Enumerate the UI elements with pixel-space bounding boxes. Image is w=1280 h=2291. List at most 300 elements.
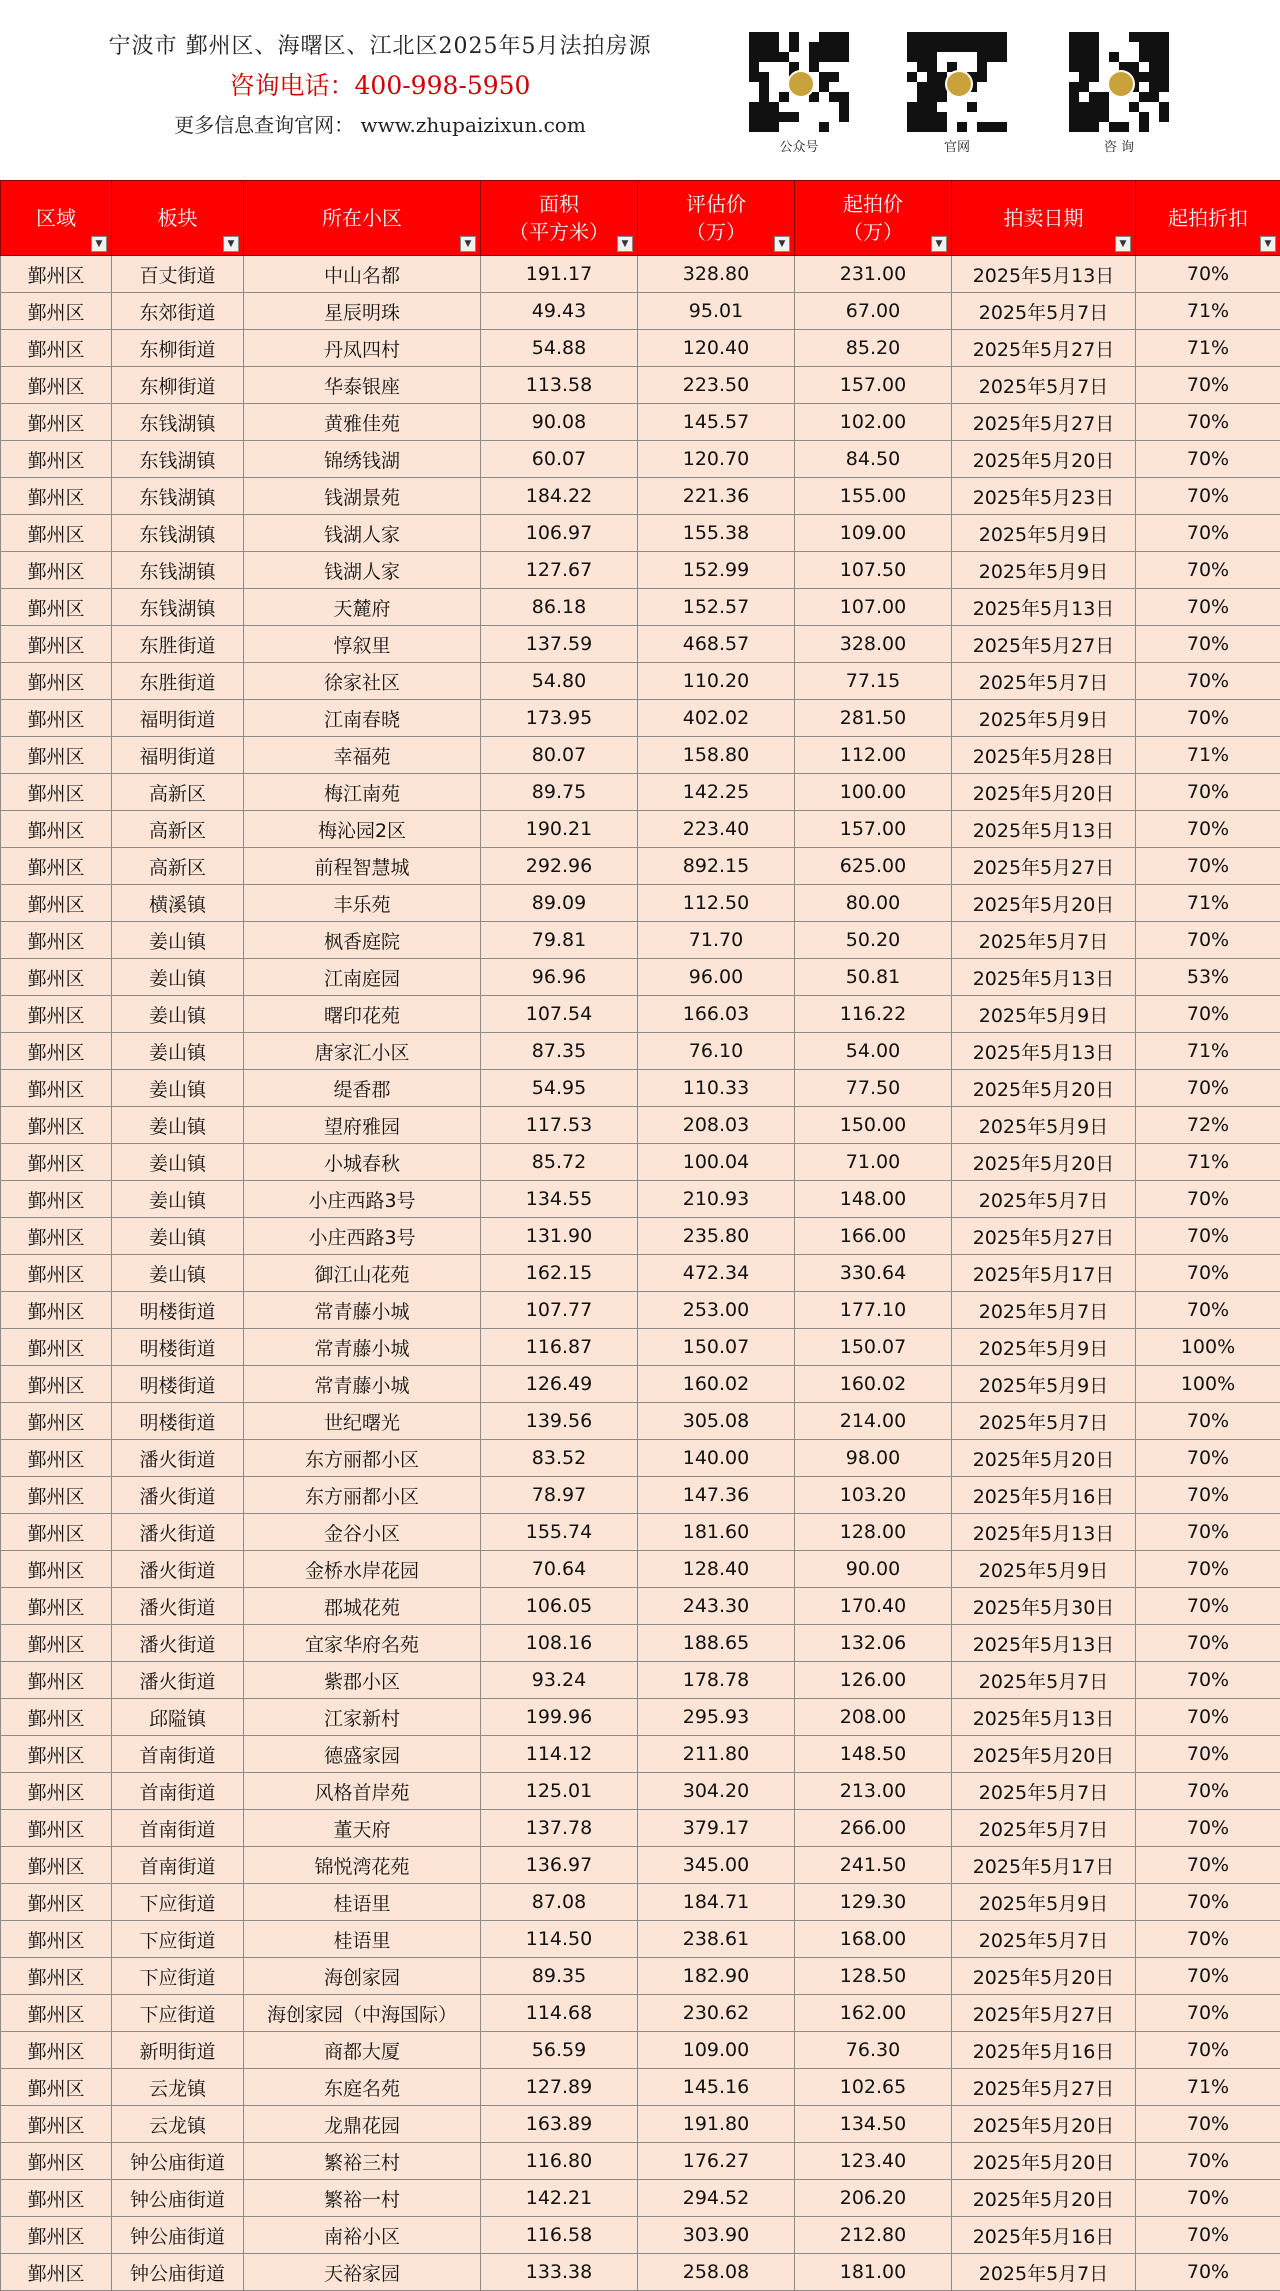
starting-price-cell: 231.00 (795, 256, 952, 293)
community-cell: 郡城花苑 (244, 1588, 481, 1625)
starting-price-cell: 155.00 (795, 478, 952, 515)
community-cell: 黄雅佳苑 (244, 404, 481, 441)
block-cell: 东柳街道 (112, 367, 244, 404)
community-cell: 董天府 (244, 1810, 481, 1847)
community-cell: 繁裕三村 (244, 2143, 481, 2180)
district-cell: 鄞州区 (1, 478, 112, 515)
district-cell: 鄞州区 (1, 589, 112, 626)
appraised-price-cell: 253.00 (638, 1292, 795, 1329)
auction-date-cell: 2025年5月20日 (952, 774, 1136, 811)
starting-price-cell: 98.00 (795, 1440, 952, 1477)
discount-cell: 71% (1136, 737, 1280, 774)
block-cell: 钟公庙街道 (112, 2217, 244, 2254)
table-row (1, 1255, 1280, 1292)
appraised-price-cell: 223.50 (638, 367, 795, 404)
starting-price-cell: 54.00 (795, 1033, 952, 1070)
auction-date-cell: 2025年5月7日 (952, 1810, 1136, 1847)
discount-cell: 70% (1136, 626, 1280, 663)
auction-date-cell: 2025年5月13日 (952, 589, 1136, 626)
appraised-price-cell: 379.17 (638, 1810, 795, 1847)
appraised-price-cell: 120.40 (638, 330, 795, 367)
appraised-price-cell: 152.99 (638, 552, 795, 589)
appraised-price-cell: 303.90 (638, 2217, 795, 2254)
discount-cell: 70% (1136, 1255, 1280, 1292)
size-cell: 136.97 (481, 1847, 638, 1884)
size-cell: 87.08 (481, 1884, 638, 1921)
block-cell: 首南街道 (112, 1736, 244, 1773)
filter-dropdown-icon[interactable]: ▼ (223, 236, 239, 252)
size-cell: 292.96 (481, 848, 638, 885)
community-cell: 金桥水岸花园 (244, 1551, 481, 1588)
starting-price-cell: 212.80 (795, 2217, 952, 2254)
appraised-price-cell: 181.60 (638, 1514, 795, 1551)
block-cell: 潘火街道 (112, 1588, 244, 1625)
district-cell: 鄞州区 (1, 1514, 112, 1551)
size-cell: 107.54 (481, 996, 638, 1033)
block-cell: 明楼街道 (112, 1403, 244, 1440)
filter-dropdown-icon[interactable]: ▼ (931, 236, 947, 252)
table-row (1, 1773, 1280, 1810)
discount-cell: 70% (1136, 700, 1280, 737)
district-cell: 鄞州区 (1, 441, 112, 478)
community-cell: 小城春秋 (244, 1144, 481, 1181)
auction-date-cell: 2025年5月13日 (952, 1033, 1136, 1070)
starting-price-cell: 102.00 (795, 404, 952, 441)
column-header-area-block[interactable]: 板块 ▼ (112, 181, 244, 256)
appraised-price-cell: 345.00 (638, 1847, 795, 1884)
size-cell: 117.53 (481, 1107, 638, 1144)
appraised-price-cell: 304.20 (638, 1773, 795, 1810)
table-row (1, 1884, 1280, 1921)
community-cell: 曙印花苑 (244, 996, 481, 1033)
size-cell: 114.68 (481, 1995, 638, 2032)
block-cell: 姜山镇 (112, 1181, 244, 1218)
appraised-price-cell: 145.57 (638, 404, 795, 441)
auction-date-cell: 2025年5月7日 (952, 922, 1136, 959)
appraised-price-cell: 110.20 (638, 663, 795, 700)
block-cell: 姜山镇 (112, 1107, 244, 1144)
discount-cell: 70% (1136, 1847, 1280, 1884)
starting-price-cell: 166.00 (795, 1218, 952, 1255)
starting-price-cell: 80.00 (795, 885, 952, 922)
block-cell: 福明街道 (112, 700, 244, 737)
qr-consult[interactable] (1064, 32, 1174, 155)
website-link[interactable]: 更多信息查询官网： www.zhupaizixun.com (60, 108, 700, 142)
district-cell: 鄞州区 (1, 737, 112, 774)
table-row (1, 2106, 1280, 2143)
block-cell: 首南街道 (112, 1810, 244, 1847)
community-cell: 钱湖人家 (244, 515, 481, 552)
discount-cell: 70% (1136, 1292, 1280, 1329)
table-row (1, 996, 1280, 1033)
discount-cell: 70% (1136, 1736, 1280, 1773)
appraised-price-cell: 178.78 (638, 1662, 795, 1699)
block-cell: 云龙镇 (112, 2106, 244, 2143)
appraised-price-cell: 472.34 (638, 1255, 795, 1292)
auction-date-cell: 2025年5月17日 (952, 1847, 1136, 1884)
auction-date-cell: 2025年5月20日 (952, 1958, 1136, 1995)
starting-price-cell: 170.40 (795, 1588, 952, 1625)
table-row (1, 1847, 1280, 1884)
block-cell: 姜山镇 (112, 1144, 244, 1181)
appraised-price-cell: 71.70 (638, 922, 795, 959)
community-cell: 锦绣钱湖 (244, 441, 481, 478)
starting-price-cell: 109.00 (795, 515, 952, 552)
size-cell: 116.58 (481, 2217, 638, 2254)
block-cell: 钟公庙街道 (112, 2143, 244, 2180)
block-cell: 新明街道 (112, 2032, 244, 2069)
discount-cell: 70% (1136, 1551, 1280, 1588)
size-cell: 155.74 (481, 1514, 638, 1551)
discount-cell: 100% (1136, 1329, 1280, 1366)
appraised-price-cell: 166.03 (638, 996, 795, 1033)
block-cell: 邱隘镇 (112, 1699, 244, 1736)
size-cell: 96.96 (481, 959, 638, 996)
community-cell: 小庄西路3号 (244, 1181, 481, 1218)
district-cell: 鄞州区 (1, 1588, 112, 1625)
auction-date-cell: 2025年5月9日 (952, 996, 1136, 1033)
size-cell: 79.81 (481, 922, 638, 959)
qr-website[interactable] (902, 32, 1012, 155)
filter-dropdown-icon[interactable]: ▼ (91, 236, 107, 252)
page-title: 宁波市 鄞州区、海曙区、江北区2025年5月法拍房源 (60, 30, 700, 64)
size-cell: 114.12 (481, 1736, 638, 1773)
table-header-row (1, 181, 1280, 256)
community-cell: 海创家园 (244, 1958, 481, 1995)
size-cell: 134.55 (481, 1181, 638, 1218)
starting-price-cell: 148.00 (795, 1181, 952, 1218)
table-row (1, 2180, 1280, 2217)
phone-number[interactable]: 咨询电话：400-998-5950 (60, 64, 700, 108)
block-cell: 姜山镇 (112, 1033, 244, 1070)
table-body (1, 256, 1280, 2291)
auction-date-cell: 2025年5月9日 (952, 1107, 1136, 1144)
appraised-price-cell: 295.93 (638, 1699, 795, 1736)
discount-cell: 70% (1136, 1070, 1280, 1107)
size-cell: 137.78 (481, 1810, 638, 1847)
auction-date-cell: 2025年5月9日 (952, 1884, 1136, 1921)
community-cell: 东方丽都小区 (244, 1440, 481, 1477)
table-row (1, 848, 1280, 885)
starting-price-cell: 116.22 (795, 996, 952, 1033)
block-cell: 潘火街道 (112, 1514, 244, 1551)
size-cell: 163.89 (481, 2106, 638, 2143)
size-cell: 108.16 (481, 1625, 638, 1662)
community-cell: 梅江南苑 (244, 774, 481, 811)
size-cell: 113.58 (481, 367, 638, 404)
starting-price-cell: 214.00 (795, 1403, 952, 1440)
starting-price-cell: 132.06 (795, 1625, 952, 1662)
size-cell: 191.17 (481, 256, 638, 293)
qr-code-icon (907, 32, 1007, 132)
table-row (1, 478, 1280, 515)
block-cell: 姜山镇 (112, 1218, 244, 1255)
district-cell: 鄞州区 (1, 1847, 112, 1884)
community-cell: 天麓府 (244, 589, 481, 626)
block-cell: 潘火街道 (112, 1625, 244, 1662)
table-row (1, 1477, 1280, 1514)
appraised-price-cell: 184.71 (638, 1884, 795, 1921)
community-cell: 钱湖景苑 (244, 478, 481, 515)
table-row (1, 1588, 1280, 1625)
community-cell: 桂语里 (244, 1921, 481, 1958)
filter-dropdown-icon[interactable]: ▼ (617, 236, 633, 252)
district-cell: 鄞州区 (1, 1773, 112, 1810)
filter-dropdown-icon[interactable]: ▼ (1115, 236, 1131, 252)
table-row (1, 1810, 1280, 1847)
starting-price-cell: 71.00 (795, 1144, 952, 1181)
table-row (1, 885, 1280, 922)
starting-price-cell: 134.50 (795, 2106, 952, 2143)
column-header-auction-date[interactable]: 拍卖日期 ▼ (952, 181, 1136, 256)
district-cell: 鄞州区 (1, 996, 112, 1033)
district-cell: 鄞州区 (1, 1921, 112, 1958)
appraised-price-cell: 182.90 (638, 1958, 795, 1995)
auction-date-cell: 2025年5月20日 (952, 2180, 1136, 2217)
starting-price-cell: 208.00 (795, 1699, 952, 1736)
block-cell: 姜山镇 (112, 922, 244, 959)
block-cell: 东钱湖镇 (112, 441, 244, 478)
block-cell: 东钱湖镇 (112, 478, 244, 515)
column-header-size[interactable]: 面积 （平方米） ▼ (481, 181, 638, 256)
size-cell: 184.22 (481, 478, 638, 515)
auction-date-cell: 2025年5月9日 (952, 552, 1136, 589)
starting-price-cell: 107.00 (795, 589, 952, 626)
discount-cell: 70% (1136, 1773, 1280, 1810)
district-cell: 鄞州区 (1, 1292, 112, 1329)
district-cell: 鄞州区 (1, 1551, 112, 1588)
auction-date-cell: 2025年5月7日 (952, 293, 1136, 330)
size-cell: 89.35 (481, 1958, 638, 1995)
appraised-price-cell: 142.25 (638, 774, 795, 811)
starting-price-cell: 160.02 (795, 1366, 952, 1403)
block-cell: 钟公庙街道 (112, 2180, 244, 2217)
table-row (1, 811, 1280, 848)
size-cell: 87.35 (481, 1033, 638, 1070)
community-cell: 惇叙里 (244, 626, 481, 663)
table-row (1, 626, 1280, 663)
qr-caption: 官网 (902, 136, 1012, 155)
starting-price-cell: 625.00 (795, 848, 952, 885)
auction-date-cell: 2025年5月23日 (952, 478, 1136, 515)
appraised-price-cell: 223.40 (638, 811, 795, 848)
discount-cell: 70% (1136, 663, 1280, 700)
community-cell: 紫郡小区 (244, 1662, 481, 1699)
discount-cell: 70% (1136, 441, 1280, 478)
block-cell: 潘火街道 (112, 1551, 244, 1588)
table-row (1, 2217, 1280, 2254)
table-row (1, 1958, 1280, 1995)
table-row (1, 1181, 1280, 1218)
block-cell: 下应街道 (112, 1921, 244, 1958)
auction-date-cell: 2025年5月16日 (952, 1477, 1136, 1514)
table-row (1, 515, 1280, 552)
community-cell: 金谷小区 (244, 1514, 481, 1551)
filter-dropdown-icon[interactable]: ▼ (460, 236, 476, 252)
discount-cell: 70% (1136, 848, 1280, 885)
auction-listings-table (0, 180, 1280, 2291)
size-cell: 106.97 (481, 515, 638, 552)
discount-cell: 71% (1136, 293, 1280, 330)
table-row (1, 1366, 1280, 1403)
auction-date-cell: 2025年5月7日 (952, 1403, 1136, 1440)
district-cell: 鄞州区 (1, 663, 112, 700)
table-row (1, 1292, 1280, 1329)
size-cell: 106.05 (481, 1588, 638, 1625)
block-cell: 下应街道 (112, 1884, 244, 1921)
community-cell: 常青藤小城 (244, 1366, 481, 1403)
appraised-price-cell: 155.38 (638, 515, 795, 552)
auction-date-cell: 2025年5月9日 (952, 700, 1136, 737)
size-cell: 86.18 (481, 589, 638, 626)
block-cell: 云龙镇 (112, 2069, 244, 2106)
block-cell: 潘火街道 (112, 1440, 244, 1477)
size-cell: 116.80 (481, 2143, 638, 2180)
table-row (1, 1070, 1280, 1107)
discount-cell: 70% (1136, 1514, 1280, 1551)
size-cell: 70.64 (481, 1551, 638, 1588)
appraised-price-cell: 96.00 (638, 959, 795, 996)
auction-date-cell: 2025年5月16日 (952, 2217, 1136, 2254)
block-cell: 首南街道 (112, 1773, 244, 1810)
appraised-price-cell: 221.36 (638, 478, 795, 515)
block-cell: 东钱湖镇 (112, 404, 244, 441)
community-cell: 桂语里 (244, 1884, 481, 1921)
size-cell: 131.90 (481, 1218, 638, 1255)
auction-date-cell: 2025年5月27日 (952, 848, 1136, 885)
district-cell: 鄞州区 (1, 774, 112, 811)
discount-cell: 70% (1136, 552, 1280, 589)
district-cell: 鄞州区 (1, 2069, 112, 2106)
district-cell: 鄞州区 (1, 2106, 112, 2143)
column-header-district[interactable]: 区域 ▼ (1, 181, 112, 256)
size-cell: 126.49 (481, 1366, 638, 1403)
size-cell: 127.67 (481, 552, 638, 589)
discount-cell: 70% (1136, 478, 1280, 515)
table-row (1, 1218, 1280, 1255)
block-cell: 明楼街道 (112, 1329, 244, 1366)
auction-date-cell: 2025年5月13日 (952, 959, 1136, 996)
block-cell: 东钱湖镇 (112, 515, 244, 552)
table-row (1, 1662, 1280, 1699)
district-cell: 鄞州区 (1, 1995, 112, 2032)
starting-price-cell: 177.10 (795, 1292, 952, 1329)
community-cell: 江南春晓 (244, 700, 481, 737)
column-header-community[interactable]: 所在小区 ▼ (244, 181, 481, 256)
district-cell: 鄞州区 (1, 367, 112, 404)
discount-cell: 70% (1136, 404, 1280, 441)
discount-cell: 71% (1136, 885, 1280, 922)
table-row (1, 1699, 1280, 1736)
district-cell: 鄞州区 (1, 700, 112, 737)
discount-cell: 70% (1136, 1218, 1280, 1255)
appraised-price-cell: 112.50 (638, 885, 795, 922)
appraised-price-cell: 120.70 (638, 441, 795, 478)
community-cell: 世纪曙光 (244, 1403, 481, 1440)
table-row (1, 2069, 1280, 2106)
community-cell: 御江山花苑 (244, 1255, 481, 1292)
discount-cell: 72% (1136, 1107, 1280, 1144)
starting-price-cell: 107.50 (795, 552, 952, 589)
appraised-price-cell: 892.15 (638, 848, 795, 885)
table-row (1, 589, 1280, 626)
table-row (1, 737, 1280, 774)
auction-date-cell: 2025年5月13日 (952, 256, 1136, 293)
community-cell: 小庄西路3号 (244, 1218, 481, 1255)
community-cell: 江家新村 (244, 1699, 481, 1736)
filter-dropdown-icon[interactable]: ▼ (1260, 236, 1276, 252)
filter-dropdown-icon[interactable]: ▼ (774, 236, 790, 252)
community-cell: 宜家华府名苑 (244, 1625, 481, 1662)
auction-date-cell: 2025年5月20日 (952, 1070, 1136, 1107)
auction-date-cell: 2025年5月9日 (952, 515, 1136, 552)
starting-price-cell: 129.30 (795, 1884, 952, 1921)
appraised-price-cell: 294.52 (638, 2180, 795, 2217)
size-cell: 54.95 (481, 1070, 638, 1107)
starting-price-cell: 241.50 (795, 1847, 952, 1884)
table-row (1, 774, 1280, 811)
size-cell: 133.38 (481, 2254, 638, 2291)
auction-date-cell: 2025年5月7日 (952, 1181, 1136, 1218)
discount-cell: 70% (1136, 774, 1280, 811)
auction-date-cell: 2025年5月28日 (952, 737, 1136, 774)
community-cell: 丹凤四村 (244, 330, 481, 367)
table-row (1, 959, 1280, 996)
district-cell: 鄞州区 (1, 2032, 112, 2069)
district-cell: 鄞州区 (1, 1218, 112, 1255)
column-header-appraised-price[interactable]: 评估价 （万） ▼ (638, 181, 795, 256)
appraised-price-cell: 76.10 (638, 1033, 795, 1070)
block-cell: 东柳街道 (112, 330, 244, 367)
block-cell: 横溪镇 (112, 885, 244, 922)
starting-price-cell: 100.00 (795, 774, 952, 811)
discount-cell: 70% (1136, 2032, 1280, 2069)
auction-date-cell: 2025年5月16日 (952, 2032, 1136, 2069)
table-row (1, 1144, 1280, 1181)
table-row (1, 441, 1280, 478)
community-cell: 东庭名苑 (244, 2069, 481, 2106)
size-cell: 190.21 (481, 811, 638, 848)
qr-wechat[interactable] (744, 32, 854, 155)
table-row (1, 2032, 1280, 2069)
starting-price-cell: 328.00 (795, 626, 952, 663)
table-row (1, 552, 1280, 589)
size-cell: 80.07 (481, 737, 638, 774)
appraised-price-cell: 100.04 (638, 1144, 795, 1181)
table-row (1, 1736, 1280, 1773)
district-cell: 鄞州区 (1, 1958, 112, 1995)
size-cell: 54.88 (481, 330, 638, 367)
table-row (1, 2143, 1280, 2180)
block-cell: 下应街道 (112, 1958, 244, 1995)
discount-cell: 70% (1136, 1181, 1280, 1218)
auction-date-cell: 2025年5月13日 (952, 1625, 1136, 1662)
block-cell: 东胜街道 (112, 663, 244, 700)
column-header-starting-price[interactable]: 起拍价 （万） ▼ (795, 181, 952, 256)
discount-cell: 71% (1136, 2069, 1280, 2106)
starting-price-cell: 168.00 (795, 1921, 952, 1958)
column-header-discount[interactable]: 起拍折扣 ▼ (1136, 181, 1280, 256)
auction-date-cell: 2025年5月9日 (952, 1329, 1136, 1366)
discount-cell: 71% (1136, 1033, 1280, 1070)
appraised-price-cell: 468.57 (638, 626, 795, 663)
table-row (1, 700, 1280, 737)
district-cell: 鄞州区 (1, 515, 112, 552)
size-cell: 49.43 (481, 293, 638, 330)
table-row (1, 1514, 1280, 1551)
discount-cell: 70% (1136, 1625, 1280, 1662)
starting-price-cell: 50.81 (795, 959, 952, 996)
